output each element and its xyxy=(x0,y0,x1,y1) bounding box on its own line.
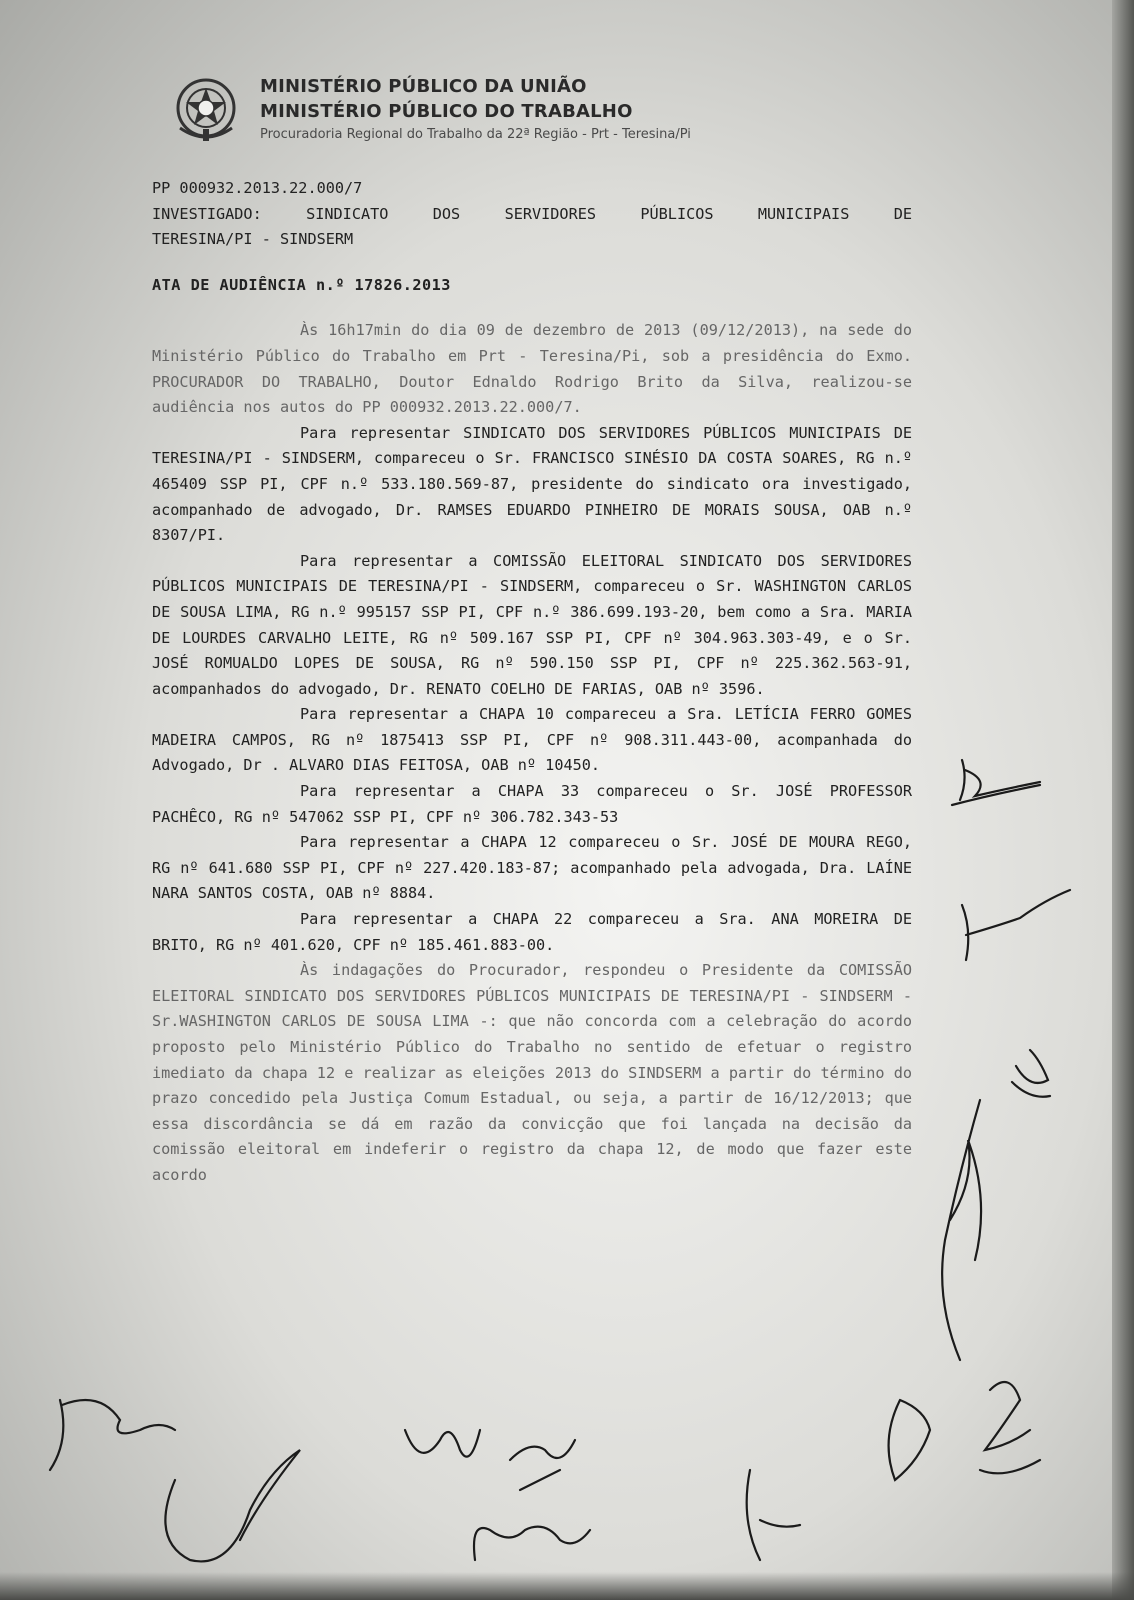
org-line-2: MINISTÉRIO PÚBLICO DO TRABALHO xyxy=(260,101,633,122)
margin-initials-2 xyxy=(962,890,1070,960)
paragraph-indagacoes: Às indagações do Procurador, respondeu o Presidente da COMISSÃO ELEITORAL SINDICATO DOS SERVIDORES PÚBLICOS MUNICIPAIS DE TERESINA/PI - SINDSERM - Sr.WASHINGTON CARLOS DE SOUSA LIMA -: que não concorda com a celebração do acordo proposto pelo Ministério Público do Trabalho no sentido de efetuar o registro imediato da chapa 12 e realizar as eleições 2013 do SINDSERM a partir do término do prazo concedido pela Justiça Comum Estadual, ou seja, a partir de 16/12/2013; que essa discordância se dá em razão da convicção que foi lançada na decisão da comissão eleitoral em indeferir o registro da chapa 12, de modo que fazer este acordo xyxy=(152,961,912,1184)
bottom-signature-3 xyxy=(405,1430,480,1457)
investigated-line-2: TERESINA/PI - SINDSERM xyxy=(152,230,354,249)
letterhead xyxy=(170,74,870,164)
paragraph-chapa-22: Para representar a CHAPA 22 compareceu a Sra. ANA MOREIRA DE BRITO, RG nº 401.620, CPF nº 185.461.883-00. xyxy=(152,910,912,954)
org-line-3: Procuradoria Regional do Trabalho da 22ª Região - Prt - Teresina/Pi xyxy=(260,127,691,142)
paragraph-sindserm: Para representar SINDICATO DOS SERVIDORES PÚBLICOS MUNICIPAIS DE TERESINA/PI - SINDSERM, compareceu o Sr. FRANCISCO SINÉSIO DA COSTA SOARES, RG n.º 465409 SSP PI, CPF n.º 533.180.569-87, presidente do sindicato ora investigado, acompanhado de advogado, Dr. RAMSES EDUARDO PINHEIRO DE MORAIS SOUSA, OAB n.º 8307/PI. xyxy=(152,423,912,545)
document-body xyxy=(152,176,912,1189)
bottom-edge-shadow xyxy=(0,1572,1134,1600)
paragraph-chapa-12: Para representar a CHAPA 12 compareceu o Sr. JOSÉ DE MOURA REGO, RG nº 641.680 SSP PI, CPF nº 227.420.183-87; acompanhado pela advogada, Dra. LAÍNE NARA SANTOS COSTA, OAB nº 8884. xyxy=(152,833,912,903)
coat-of-arms-icon xyxy=(170,74,242,146)
bottom-signature-8 xyxy=(980,1382,1040,1473)
bottom-signature-7 xyxy=(889,1400,930,1480)
bottom-signature-6 xyxy=(747,1470,800,1560)
bottom-signature-4 xyxy=(510,1440,575,1490)
paragraph-chapa-10: Para representar a CHAPA 10 compareceu a Sra. LETÍCIA FERRO GOMES MADEIRA CAMPOS, RG nº 1875413 SSP PI, CPF nº 908.311.443-00, acompanhada do Advogado, Dr . ALVARO DIAS FEITOSA, OAB nº 10450. xyxy=(152,705,912,775)
document-title: ATA DE AUDIÊNCIA n.º 17826.2013 xyxy=(152,275,451,294)
margin-signature-4 xyxy=(942,1100,981,1360)
paragraph-opening: Às 16h17min do dia 09 de dezembro de 2013 (09/12/2013), na sede do Ministério Público do Trabalho em Prt - Teresina/Pi, sob a presidência do Exmo. PROCURADOR DO TRABALHO, Doutor Ednaldo Rodrigo Brito da Silva, realizou-se audiência nos autos do PP 000932.2013.22.000/7. xyxy=(152,321,912,417)
bottom-signature-5 xyxy=(474,1527,590,1560)
org-line-1: MINISTÉRIO PÚBLICO DA UNIÃO xyxy=(260,76,587,97)
bottom-signature-1 xyxy=(50,1400,175,1470)
investigated-line-1: INVESTIGADO: SINDICATO DOS SERVIDORES PÚBLICOS MUNICIPAIS DE xyxy=(152,204,912,223)
margin-initials-1 xyxy=(952,760,1040,805)
bottom-signature-2 xyxy=(165,1450,300,1561)
page-edge-shadow xyxy=(1112,0,1134,1600)
paragraph-chapa-33: Para representar a CHAPA 33 compareceu o Sr. JOSÉ PROFESSOR PACHÊCO, RG nº 547062 SSP PI, CPF nº 306.782.343-53 xyxy=(152,782,912,826)
paragraph-comissao: Para representar a COMISSÃO ELEITORAL SINDICATO DOS SERVIDORES PÚBLICOS MUNICIPAIS DE TERESINA/PI - SINDSERM, compareceu o Sr. WASHINGTON CARLOS DE SOUSA LIMA, RG n.º 995157 SSP PI, CPF n.º 386.699.193-20, bem como a Sra. MARIA DE LOURDES CARVALHO LEITE, RG nº 509.167 SSP PI, CPF nº 304.963.303-49, e o Sr. JOSÉ ROMUALDO LOPES DE SOUSA, RG nº 590.150 SSP PI, CPF nº 225.362.563-91, acompanhados do advogado, Dr. RENATO COELHO DE FARIAS, OAB nº 3596. xyxy=(152,551,912,698)
margin-initials-3 xyxy=(1012,1050,1050,1097)
procedure-number: PP 000932.2013.22.000/7 xyxy=(152,179,363,197)
